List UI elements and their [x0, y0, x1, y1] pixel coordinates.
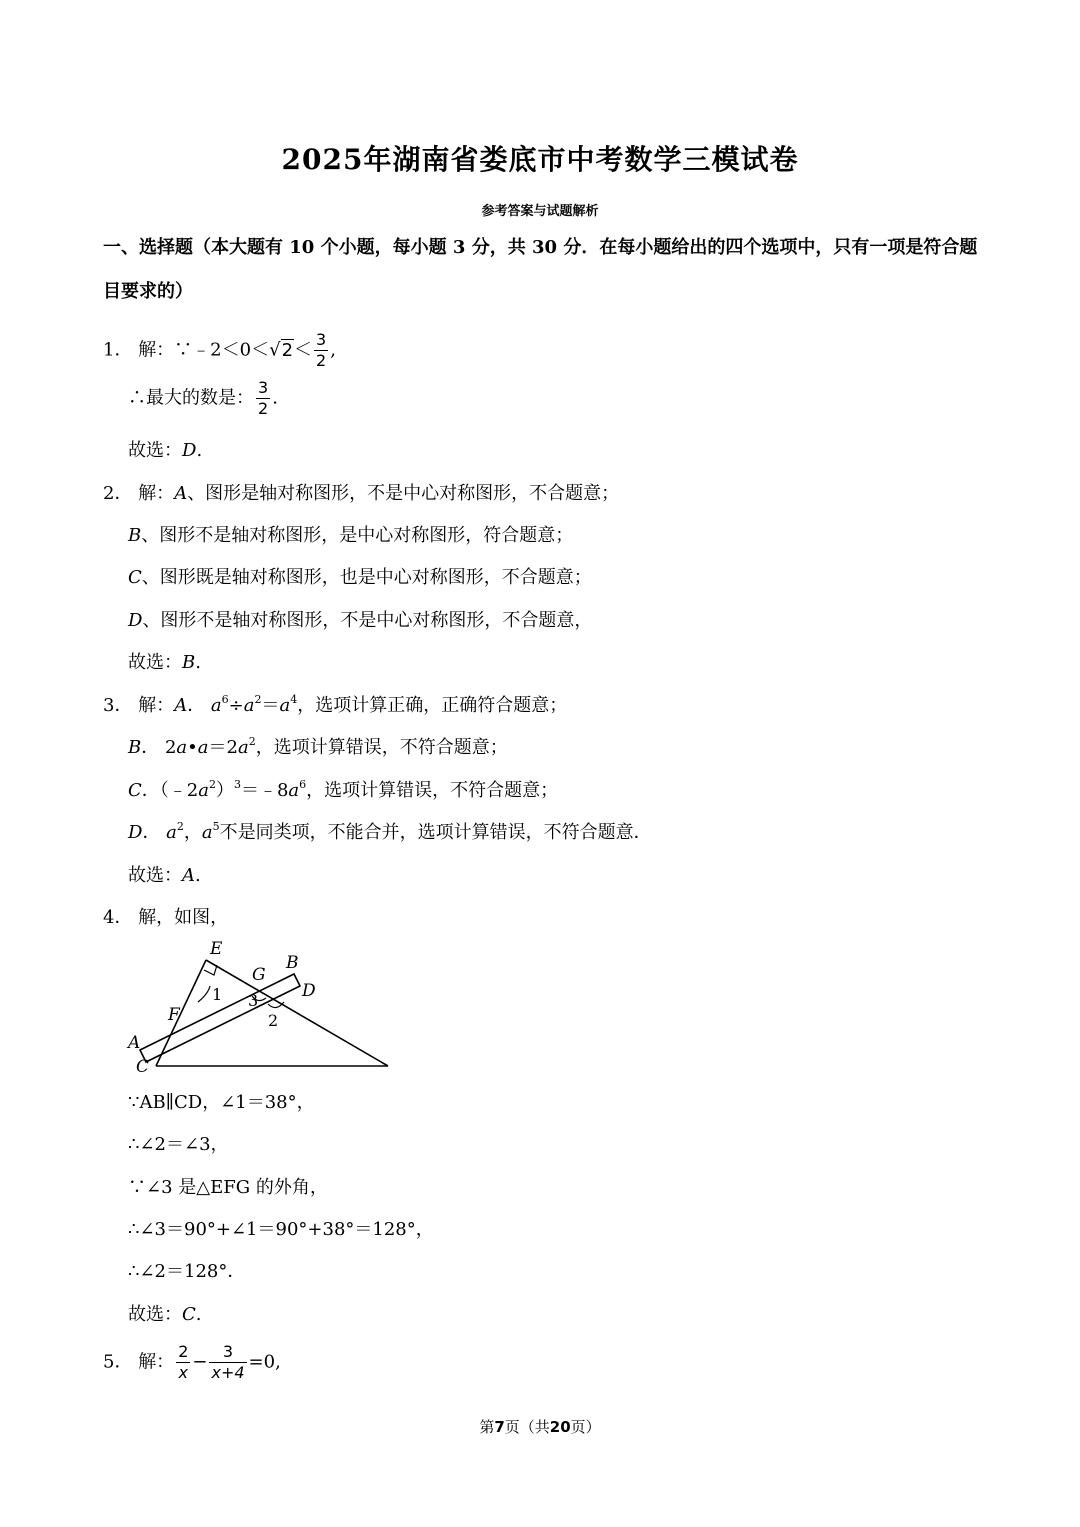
q3-option-c: C．$(﹣2a^2)^3=﹣8a^6$，选项计算错误，不符合题意；	[128, 778, 559, 801]
label-a: A	[128, 1033, 141, 1053]
q3-option-b: B． $2a•a=2a^2$，选项计算错误，不符合题意；	[128, 735, 508, 758]
q1-line2: ∴最大的数是： $\frac{3}{2}$ .	[128, 378, 278, 418]
q4-step2: ∴∠2＝∠3，	[128, 1134, 229, 1155]
angle-2-arc	[268, 1002, 284, 1008]
q3-expr-c: $(﹣2a^2)^3=﹣8a^6$	[159, 778, 307, 801]
fraction-3-x4: $\frac{3}{x+4}$	[211, 1342, 245, 1382]
label-f: F	[168, 1005, 180, 1025]
q4-step4: ∴∠3＝90°+∠1＝90°+38°＝128°，	[128, 1219, 434, 1240]
fraction-3-2-b: $\frac{3}{2}$	[258, 378, 269, 418]
q4-step5: ∴∠2＝128°．	[128, 1261, 246, 1282]
q3-line1: 3． 解：A． $a^6\div a^2=a^4$，选项计算正确，正确符合题意；	[103, 693, 568, 716]
triangle-side-ce	[156, 960, 206, 1066]
q3-expr-d: $a^2$，$a^5$	[166, 820, 220, 843]
q2-answer: 故选：B.	[128, 652, 201, 673]
label-g: G	[252, 965, 266, 985]
geometry-figure	[120, 938, 400, 1078]
q3-answer: 故选：A.	[128, 865, 201, 886]
fraction-2-x: $\frac{2}{x}$	[178, 1342, 189, 1382]
q3-expr-b: $2a•a=2a^2$	[164, 735, 256, 758]
sqrt-2: √2	[269, 339, 294, 361]
q2-option-b: B、图形不是轴对称图形，是中心对称图形，符合题意；	[128, 525, 574, 546]
q2-option-d: D、图形不是轴对称图形，不是中心对称图形，不合题意，	[128, 610, 593, 631]
q3-option-d: D． $a^2$，$a^5$不是同类项，不能合并，选项计算错误，不符合题意．	[128, 820, 652, 843]
label-angle-1: 1	[212, 985, 223, 1004]
q4-line1: 4． 解，如图，	[103, 907, 229, 928]
q5-line1: 5． 解： $\frac{2}{x}$ − $\frac{3}{x+4}$ =0,	[103, 1342, 281, 1382]
label-angle-2: 2	[268, 1011, 279, 1030]
right-angle-mark	[204, 965, 217, 975]
q4-step3: ∵∠3 是△EFG 的外角，	[128, 1177, 328, 1198]
fraction-3-2: $\frac{3}{2}$	[316, 330, 327, 370]
q4-step1: ∵AB∥CD，∠1＝38°，	[128, 1092, 315, 1113]
label-b: B	[286, 953, 299, 973]
label-e: E	[210, 939, 223, 959]
q1-line1: 1． 解：∵﹣2＜0＜√2＜ $\frac{3}{2}$ ,	[103, 330, 336, 370]
page-subtitle: 参考答案与试题解析	[481, 204, 599, 219]
page-title: 2025年湖南省娄底市中考数学三模试卷	[281, 143, 799, 176]
q2-option-c: C、图形既是轴对称图形，也是中心对称图形，不合题意；	[128, 567, 592, 588]
section-heading: 一、选择题（本大题有 10 个小题，每小题 3 分，共 30 分．在每小题给出的四个选项中，只有一项是符合题目要求的）	[103, 237, 978, 302]
q2-line1: 2． 解：A、图形是轴对称图形，不是中心对称图形，不合题意；	[103, 483, 620, 504]
label-c: C	[136, 1057, 150, 1077]
q3-expr-a: $a^6\div a^2=a^4$	[210, 693, 298, 716]
label-d: D	[302, 981, 316, 1001]
triangle-side-ce-far	[206, 960, 388, 1066]
angle-1-arc	[198, 986, 210, 1002]
q1-answer: 故选：D.	[128, 440, 203, 461]
page-footer: 第7页（共20页）	[479, 1418, 601, 1436]
label-angle-3: 3	[248, 991, 259, 1010]
q4-answer: 故选：C.	[128, 1304, 202, 1325]
